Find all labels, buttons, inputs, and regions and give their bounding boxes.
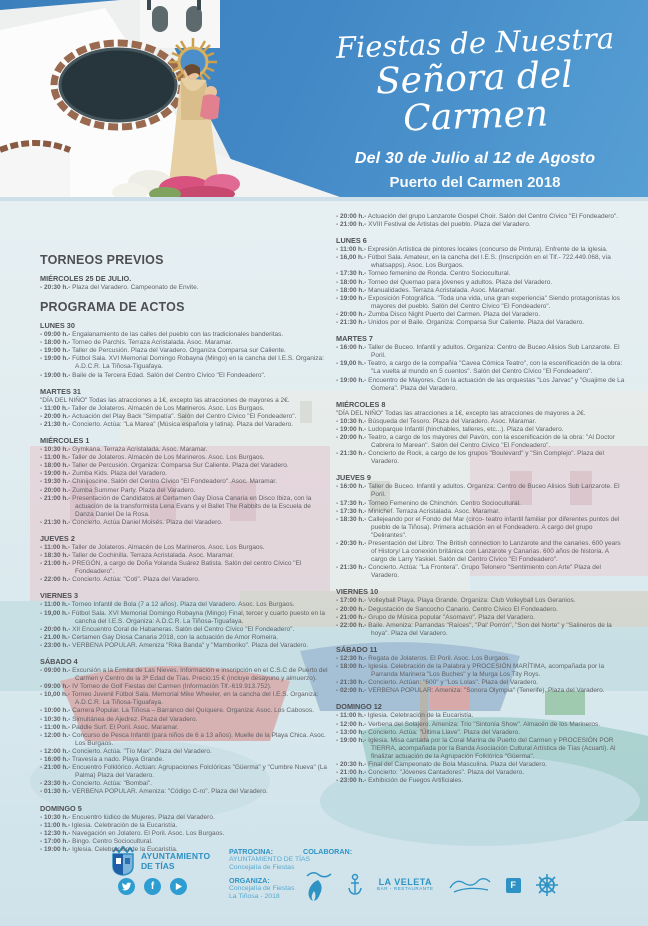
event-line: - 10,00 h.- Torneo Juvenil Fútbol Sala. Memorial Mike Wheeler, en la cancha del I.E.S. Organiza: A.D.C.R. La Tiñosa-Tiguafaya. (40, 691, 319, 707)
event-line: - 09:00 h.- Excursión a la Ermita de Las Nieves. Información e inscripción en el C.S.C de Puerto del Carmen y Centro de la 3ª Edad de Tías. Precio:15 € (incluye desayuno y almuerzo). (40, 667, 328, 683)
anchor-logo (347, 873, 363, 897)
event-time: - 11:00 h.- (40, 454, 70, 462)
event-time: - 11:00 h.- (40, 543, 70, 551)
event-line: - 18:00 h.- Torneo de Parchís. Terraza Acristalada. Asoc. Maramar. (40, 339, 233, 347)
event-time: - 21:30 h.- (336, 679, 367, 687)
event-time: - 18:30 h.- (336, 515, 367, 523)
program-column-left (40, 201, 330, 861)
event-line: - 18:00 h.- Manualidades. Terraza Acristalada. Asoc. Maramar. (336, 286, 517, 294)
event-line: - 09:00 h.- IV Torneo de Golf Fiestas del Carmen (Información Tlf.-619.913.752). (40, 683, 272, 691)
day-title: MARTES 7 (336, 334, 373, 344)
event-time: - 19:30 h.- (40, 478, 71, 486)
event-time: - 12:00 h.- (40, 747, 71, 755)
event-time: - 19:00 h.- (40, 347, 71, 355)
event-time: - 16:00 h.- (336, 344, 367, 352)
event-time: - 10:30 h.- (336, 417, 367, 425)
event-line: - 20:00 h.- XII Encuentro Coral de Habaneras. Salón del Centro Cívico "El Fondeadero". (40, 625, 295, 633)
event-line: - 22:00 h.- Baile. Ameniza: Parrandas "Raíces", "Pal' Porrón", "Son del Norte" y "Salineros de la hoya". Plaza del Varadero. (336, 621, 612, 637)
poster-title-line2: Señora del Carmen (375, 55, 574, 140)
event-line: - 11:00 h.- Expresión Artística de pintores locales (concurso de Pintura). Enfrente de la iglesia. (336, 246, 608, 254)
event-time: - 17:30 h.- (336, 507, 367, 515)
event-line: - 17:30 h.- Torneo femenino de Ronda. Centro Sociocultural. (336, 270, 511, 278)
event-time: - 18:00 h.- (40, 462, 71, 470)
day-title: JUEVES 2 (40, 533, 75, 543)
event-line: - 10:00 h.- Carrera Popular. La Tiñosa – Barranco del Quíquere. Organiza: Asoc. Los Cabosos. (40, 707, 314, 715)
event-time: - 18:00 h.- (336, 278, 367, 286)
event-line: - 21:00 h.- Encuentro Folklórico. Actúan: Agrupaciones Folclóricas "Güerma" y "Cumbre Nueva" (La Palma) Plaza del Varadero. (40, 764, 328, 780)
day-block (336, 236, 626, 327)
event-line: - 19,00 h.- Teatro, a cargo de la compañía "Cavea Cómica Teatro", con la escenificación de la obra: "La vuelta al mundo en 5 cuentos". Salón del Centro Cívico "El Fondeadero". (336, 360, 623, 376)
event-line: - 19:00 h.- Exposición Fotográfica. "Toda una vida, una gran experiencia" Siendo protagonistas los mayores del pueblo. Salón del Centro Cívico "El Fondeadero". (336, 294, 620, 310)
title-block (310, 21, 640, 192)
event-line: - 10:30 h.- Simultánea de Ajedrez. Plaza del Varadero. (40, 715, 198, 723)
event-line: - 21:30 h.- Concierto. Actúa Daniel Moisés. Plaza del Varadero. (40, 518, 223, 526)
event-line: - 19:00 h.- Taller de Percusión. Plaza del Varadero. Organiza Comparsa sur Caliente. (40, 347, 286, 355)
day-title: DOMINGO 12 (336, 702, 382, 712)
event-line: - 20:00 h.- Degustación de Sancocho Canario. Centro Cívico El Fondeadero. (336, 605, 558, 613)
event-time: - 02:00 h.- (336, 687, 367, 695)
section-heading: TORNEOS PREVIOS (40, 253, 164, 267)
event-time: - 21:00 h.- (336, 221, 367, 229)
event-time: - 09:00 h.- (40, 331, 71, 339)
day-title: VIERNES 10 (336, 587, 379, 597)
event-time: - 20:00 h.- (40, 412, 71, 420)
event-line: - 20:30 h.- Final del Campeonato de Bola Masculina. Plaza del Varadero. (336, 760, 547, 768)
event-line: - 18:00 h.- Torneo del Quemao para jóvenes y adultos. Plaza del Varadero. (336, 278, 553, 286)
event-line: - 19:00 h.- Iglesia. Celebración de la Eucaristía. (40, 845, 178, 853)
event-line: - 09:00 h.- Engalanamiento de las calles del pueblo con las tradicionales banderitas. (40, 331, 284, 339)
facebook-icon (144, 878, 161, 895)
event-time: - 11:00 h.- (336, 246, 366, 254)
event-line: - 13:00 h.- Concierto. Actúa: "Última Llave". Plaza del Varadero. (336, 728, 521, 736)
event-time: - 20:00 h.- (336, 605, 367, 613)
event-time: - 19,00 h.- (336, 360, 366, 368)
la-veleta-logo (377, 878, 434, 892)
event-time: - 19:00 h.- (336, 425, 367, 433)
event-time: - 18:00 h.- (336, 286, 367, 294)
script-signature-logo (448, 874, 492, 896)
day-block (40, 274, 330, 292)
event-line: - 17:00 h.- Bingo. Centro Sociocultural. (40, 837, 153, 845)
poster-title-line1: Fiestas de Nuestra (335, 21, 615, 65)
patrocina-line: AYUNTAMIENTO DE TÍAS (229, 856, 311, 863)
event-line: - 16:00 h.- Taller de Buceo. Infantil y adultos. Organiza: Centro de Buceo Alisios Sub Lanzarote. El Poril. (336, 483, 620, 499)
day-note: "DÍA DEL NIÑO" Todas las atracciones a 1€, excepto las atracciones de mayores a 2€. (336, 409, 586, 417)
event-time: - 21:30 h.- (336, 319, 367, 327)
event-time: - 11:00 h.- (40, 723, 70, 731)
event-time: - 21:00 h.- (40, 560, 71, 568)
event-line: - 10:30 h.- Búsqueda del Tesoro. Plaza del Varadero. Asoc. Maramar. (336, 417, 537, 425)
event-time: - 10:30 h.- (40, 446, 71, 454)
event-line: - 21:30 h.- Concierto. Actúa: "La Frontera". Grupo Telonero "Sentimiento con Arte" Plaza del Varadero. (336, 564, 601, 580)
event-line: - 21:00 h.- XVIII Festival de Artistas del pueblo. Plaza del Varadero. (336, 221, 531, 229)
ft-logo (506, 878, 521, 893)
day-title: LUNES 30 (40, 321, 75, 331)
event-line: - 20:00 h.- Teatro, a cargo de los mayores del Pavón, con la escenificación de la obra: "Al Doctor Cabrera lo Marean". Salón del Centro Cívico "El Fondeadero". (336, 433, 615, 450)
event-time: - 19:00 h.- (336, 294, 367, 302)
event-time: - 21:30 h.- (336, 564, 367, 572)
day-block (336, 645, 626, 695)
event-time: - 10:30 h.- (40, 813, 71, 821)
event-line: - 20:00 h.- Zumba Disco Night Puerto del Carmen. Plaza del Varadero. (336, 310, 540, 318)
event-time: - 21:30 h.- (40, 518, 71, 526)
event-time: - 11:00 h.- (40, 404, 70, 412)
event-line: - 18:00 h.- Iglesia. Celebración de la Palabra y PROCESIÓN MARÍTIMA, acompañada por la Parranda Marinera "Los Buches" y la Murga Los Tity Roys. (336, 663, 605, 679)
event-line: - 11:00 h.- Paddle Surf. El Poril. Asoc. Maramar. (40, 723, 179, 731)
event-line: - 19:00 h.- Zumba Kids. Plaza del Varadero. (40, 470, 168, 478)
event-time: - 20:00 h.- (336, 310, 367, 318)
subtitle: Puerto del Carmen 2018 (389, 174, 561, 192)
event-line: - 20:00 h.- Actuación del grupo Lanzarote Gospel Choir. Salón del Centro Cívico "El Fondeadero". (336, 213, 619, 220)
event-time: - 13:00 h.- (336, 728, 367, 736)
event-time: - 20:30 h.- (336, 540, 367, 547)
event-time: - 17:00 h.- (336, 597, 367, 605)
event-line: - 19:00 h.- Fútbol Sala. XVI Memorial Domingo Robayna (Mingo) en la cancha del I.E.S. Organiza: A.D.C.R. La Tiñosa-Tiguafaya. (40, 355, 324, 371)
event-line: - 11:00 h.- Taller de Jolateros. Almacén de Los Marineros. Asoc. Los Burgaos. (40, 454, 265, 462)
date-range: Del 30 de Julio al 12 de Agosto (354, 150, 596, 168)
day-title: MIÉRCOLES 25 DE JULIO. (40, 274, 132, 283)
event-time: - 21:00 h.- (40, 764, 71, 772)
event-time: - 12:30 h.- (336, 654, 367, 662)
event-time: - 11:00 h.- (336, 712, 366, 720)
event-time: - 21:30 h.- (336, 450, 367, 458)
event-line: - 01:30 h.- VERBENA POPULAR. Ameniza: "Código C-ro". Plaza del Varadero. (40, 788, 268, 796)
event-line: - 20:30 h.- Presentación del Libro: The British connection to Lanzarote and the canaries. 600 years of History/ La conexión británica con Lanzarote y Canarias. 600 años de historia. A cargo de Larry Yaskiel. Salón del Centro Cívico "El Fondeadero". (336, 540, 621, 564)
event-line: - 21:00 h.- PREGÓN, a cargo de Doña Yolanda Suárez Batista. Salón del centro Cívico "El Fondeadero". (40, 560, 302, 576)
event-line: - 21:00 h.- Concierto: "Jóvenes Cantadores". Plaza del Varadero. (336, 769, 525, 777)
event-time: - 23:00 h.- (40, 641, 71, 649)
event-time: - 16,00 h.- (336, 254, 366, 262)
day-block (336, 587, 626, 637)
event-line: - 17:30 h.- Torneo Femenino de Chinchón. Centro Sociocultural. (336, 499, 521, 507)
event-time: - 20:00 h.- (336, 433, 367, 441)
event-time: - 16:00 h.- (336, 483, 367, 491)
section-heading: PROGRAMA DE ACTOS (40, 300, 185, 315)
event-line: - 17:30 h.- Minichef. Terraza Acristalada. Asoc. Maramar. (336, 507, 500, 515)
event-line: - 02:00 h.- VERBENA POPULAR: Ameniza: "Sonora Olympia" (Tenerife). Plaza del Varadero. (336, 687, 605, 695)
event-line: - 21.00 h.- Certamen Gay Diosa Canaria 2018, con la actuación de Amor Romeira. (40, 633, 279, 641)
program-column-right (336, 201, 626, 792)
event-line: - 22:00 h.- Concierto. Actúa: "Coti". Plaza del Varadero. (40, 576, 200, 584)
day-block (40, 657, 330, 797)
event-time: - 17:30 h.- (336, 270, 367, 278)
event-line: - 19:00 h.- Iglesia. Misa cantada por la Coral Marina de Puerto del Carmen y PROCESIÓN POR TIERRA, acompañada por la Banda Asociación Cultural Artística de Tías (Acuarti). Al finalizar actuación de la Agrupación Folklórica "Güerma". (336, 736, 616, 760)
day-block (336, 400, 626, 467)
social-icons (118, 878, 187, 895)
event-time: - 23:30 h.- (40, 780, 71, 788)
event-time: - 22:00 h.- (40, 576, 71, 584)
event-line: - 11:00 h.- Iglesia. Celebración de la Eucaristía. (336, 712, 474, 720)
event-line: - 16:00 h.- Travesía a nado. Playa Grande. (40, 756, 164, 764)
event-line: - 23:00 h.- VERBENA POPULAR. Ameniza "Rika Banda" y "Mamboriko". Plaza del Varadero. (40, 641, 309, 649)
event-line: - 11:00 h.- Torneo Infantil de Bola (7 a 12 años). Plaza del Varadero. Asoc. Los Burgaos. (40, 601, 295, 609)
day-title: DOMINGO 5 (40, 803, 82, 813)
event-line: - 16:00 h.- Taller de Buceo. Infantil y adultos. Organiza: Centro de Buceo Alisios Sub Lanzarote. El Poril. (336, 344, 620, 360)
event-time: - 23:00 h.- (336, 777, 367, 785)
day-title: LUNES 6 (336, 236, 367, 246)
day-block (40, 591, 330, 650)
event-time: - 19,00 h.- (40, 609, 70, 617)
day-title: JUEVES 9 (336, 473, 371, 483)
day-title: MIÉRCOLES 8 (336, 399, 386, 409)
event-line: - 19:00 h.- Encuentro de Mayores. Con la actuación de las orquestas "Los Jarvac" y "Guajime de La Gomera". Plaza del Varadero. (336, 376, 625, 392)
organiza-label: ORGANIZA: (229, 875, 270, 885)
event-line: - 10:30 h.- Encuentro lúdico de Mujeres. Plaza del Varadero. (40, 813, 215, 821)
event-time: - 21:30 h.- (40, 420, 71, 428)
ship-wheel-logo (535, 873, 559, 897)
youtube-icon (170, 878, 187, 895)
event-line: - 11:00 h.- Taller de Jolateros. Almacén de Los Marineros. Asoc. Los Burgaos. (40, 543, 265, 551)
ayuntamiento-line1: AYUNTAMIENTO (141, 850, 211, 861)
event-time: - 10:30 h.- (40, 715, 71, 723)
event-line: - 20:30 h.- Plaza del Varadero. Campeonato de Envite. (40, 284, 199, 291)
event-line: - 16,00 h.- Fútbol Sala. Amateur, en la cancha del I.E.S. (Inscripción en el Tlf.- 722.449.068, vía whatsapps). Asoc. Los Burgaos. (336, 254, 611, 270)
ayuntamiento-line2: DE TÍAS (141, 861, 175, 871)
ayuntamiento-name (141, 852, 210, 871)
event-line: - 19,00 h.- Fútbol Sala. XVI Memorial Domingo Robayna (Mingo) Final, tercer y cuarto puesto en la cancha del I.E.S. Organiza: A.D.C.R. La Tiñosa-Tiguafaya. (40, 609, 326, 625)
event-time: - 21:00 h.- (336, 769, 367, 777)
sponsor-block (229, 847, 310, 902)
day-block (336, 213, 626, 229)
event-line: - 20:00 h.- Zumba Summer Party. Plaza del Varadero. (40, 486, 196, 494)
event-line: - 23:30 h.- Concierto. Actúa: "Bombai". (40, 780, 152, 788)
event-time: - 12:30 h.- (40, 829, 71, 837)
event-time: - 18:00 h.- (40, 339, 71, 347)
event-time: - 17:00 h.- (40, 837, 71, 845)
event-time: - 21:00 h.- (336, 613, 367, 621)
event-time: - 20:00 h.- (40, 486, 71, 494)
event-line: - 20:00 h.- Actuación del Play Back "Simpatía". Salón del Centro Cívico "El Fondeadero". (40, 412, 297, 420)
event-time: - 12:00 h.- (336, 720, 367, 728)
facebook-glyph: f (150, 881, 155, 892)
event-line: - 21:30 h.- Concierto. Actúa: "La Marea" (Música española y latina). Plaza del Varadero. (40, 420, 294, 428)
event-line: - 21:00 h.- Presentación de Candidatos al Certamen Gay Diosa Canaria en Disco Ibiza, con la actuación de la transformista Lena Evans y el Ballet The Rabbits de la Escuela de Danza Daniel De la Rosa. (40, 494, 312, 518)
event-line: - 21:00 h.- Grupo de Música popular "Asomavo". Plaza del Varadero. (336, 613, 535, 621)
event-time: - 20:30 h.- (336, 760, 367, 768)
event-line: - 19:00 h.- Ludoparque Infantil (hinchables, talleres, etc...). Plaza del Varadero. (336, 425, 564, 433)
day-block (40, 321, 330, 380)
event-line: - 19:00 h.- Baile de la Tercera Edad. Salón del Centro Cívico "El Fondeadero". (40, 371, 266, 379)
day-title: MIÉRCOLES 1 (40, 436, 90, 446)
event-time: - 11:00 h.- (40, 821, 70, 829)
organiza-line: Concejalía de Fiestas (229, 884, 295, 892)
event-line: - 11:00 h.- Iglesia. Celebración de la Eucaristía. (40, 821, 178, 829)
organiza-line: La Tiñosa - 2018 (229, 893, 280, 901)
event-time: - 19:00 h.- (40, 845, 71, 853)
flame-script-logo (303, 868, 333, 902)
la-veleta-name: LA VELETA (378, 877, 433, 888)
patrocina-label: PATROCINA: (229, 847, 274, 856)
event-line: - 17:00 h.- Volleyball Playa. Playa Grande. Organiza: Club Volleyball Los Geranios. (336, 597, 576, 605)
day-block (336, 702, 626, 785)
event-line: - 12:00 h.- Concurso de Pesca Infantil (para niños de 6 a 13 años). Muelle de la Playa Chica. Asoc. Los Burgaos. (40, 731, 326, 747)
day-title: MARTES 31 (40, 386, 81, 396)
event-time: - 19:00 h.- (40, 355, 71, 363)
event-time: - 19:00 h.- (336, 736, 367, 744)
event-line: - 11:00 h.- Taller de Jolateros. Almacén de Los Marineros. Asoc. Los Burgaos. (40, 404, 265, 412)
day-block (336, 334, 626, 393)
event-time: - 21:00 h.- (40, 494, 71, 502)
event-line: - 21:30 h.- Concierto. Actúan: "600" y "Los Lolas". Plaza del Varadero. (336, 679, 539, 687)
event-time: - 18:00 h.- (336, 663, 367, 671)
day-title: SÁBADO 11 (336, 644, 378, 654)
day-block (40, 387, 330, 429)
church-photo (0, 0, 340, 197)
event-line: - 23:00 h.- Exhibición de Fuegos Artificiales. (336, 777, 464, 785)
event-time: - 20:30 h.- (40, 284, 71, 291)
day-block (40, 534, 330, 584)
day-title: VIERNES 3 (40, 591, 79, 601)
event-time: - 16:00 h.- (40, 756, 71, 764)
event-line: - 12:30 h.- Navegación en Jolatero. El Poril. Asoc. Los Burgaos. (40, 829, 225, 837)
event-line: - 18:30 h.- Callejeando por el Fondo del Mar (circo- teatro infantil familiar por diferentes puntos del pueblo de la Tiñosa). Primera actuación en el Fondeadero. A cargo del grupo "Delirantes". (336, 515, 620, 539)
event-time: - 20:00 h.- (336, 213, 367, 220)
day-note: "DÍA DEL NIÑO" Todas las atracciones a 1€, excepto las atracciones de mayores a 2€. (40, 396, 290, 404)
event-time: - 12:00 h.- (40, 731, 71, 739)
event-line: - 21:30 h.- Concierto de Rock, a cargo de los grupos "Boulevard" y "Sin Complejo". Plaza del Varadero. (336, 450, 604, 466)
event-line: - 12:00 h.- Concierto. Actúa. "Tío Max". Plaza del Varadero. (40, 747, 212, 755)
twitter-icon (118, 878, 135, 895)
event-time: - 19:00 h.- (336, 376, 367, 384)
header (0, 0, 648, 201)
la-veleta-sub: BAR - RESTAURANTE (377, 886, 434, 892)
patrocina-line: Concejalía de Fiestas (229, 864, 295, 872)
event-time: - 11:00 h.- (40, 601, 70, 609)
event-time: - 17:30 h.- (336, 499, 367, 507)
event-time: - 22:00 h.- (336, 621, 367, 629)
day-title: SÁBADO 4 (40, 657, 78, 666)
event-line: - 18:00 h.- Taller de Percusión. Organiza: Comparsa Sur Caliente. Plaza del Varadero. (40, 462, 289, 470)
event-line: - 10:30 h.- Gymkana. Terraza Acristalada. Asoc. Maramar. (40, 446, 208, 454)
colaboran-label: COLABORAN: (303, 847, 353, 856)
event-time: - 20:00 h.- (40, 625, 71, 633)
event-line: - 12:00 h.- Verbena del Solajero. Ameniza: Trio "Sintonía Show". Almacén de los Marineros. (336, 720, 601, 728)
event-line: - 12:30 h.- Regata de Jolateros. El Poril. Asoc. Los Burgaos. (336, 654, 511, 662)
event-time: - 10,00 h.- (40, 691, 70, 699)
event-line: - 19:30 h.- Chinijoscine. Salón del Centro Cívico "El Fondeadero". Asoc. Maramar. (40, 478, 277, 486)
day-block (40, 804, 330, 854)
day-block (40, 436, 330, 527)
event-time: - 21.00 h.- (40, 633, 70, 641)
event-line: - 18:30 h.- Taller de Cochinilla. Terraza Acristalada. Asoc. Maramar. (40, 552, 235, 560)
event-time: - 09:00 h.- (40, 667, 71, 674)
event-time: - 10:00 h.- (40, 707, 71, 715)
ft-letter: F (510, 880, 516, 890)
event-line: - 21:30 h.- Unidos por el Baile. Organiza: Comparsa Sur Caliente. Plaza del Varadero. (336, 319, 585, 327)
event-time: - 19:00 h.- (40, 371, 71, 379)
event-time: - 19:00 h.- (40, 470, 71, 478)
collaborators-block (303, 847, 559, 902)
event-time: - 01:30 h.- (40, 788, 71, 796)
event-time: - 09:00 h.- (40, 683, 71, 691)
day-block (336, 473, 626, 580)
collaborator-logos (303, 868, 559, 902)
event-time: - 18:30 h.- (40, 552, 71, 560)
